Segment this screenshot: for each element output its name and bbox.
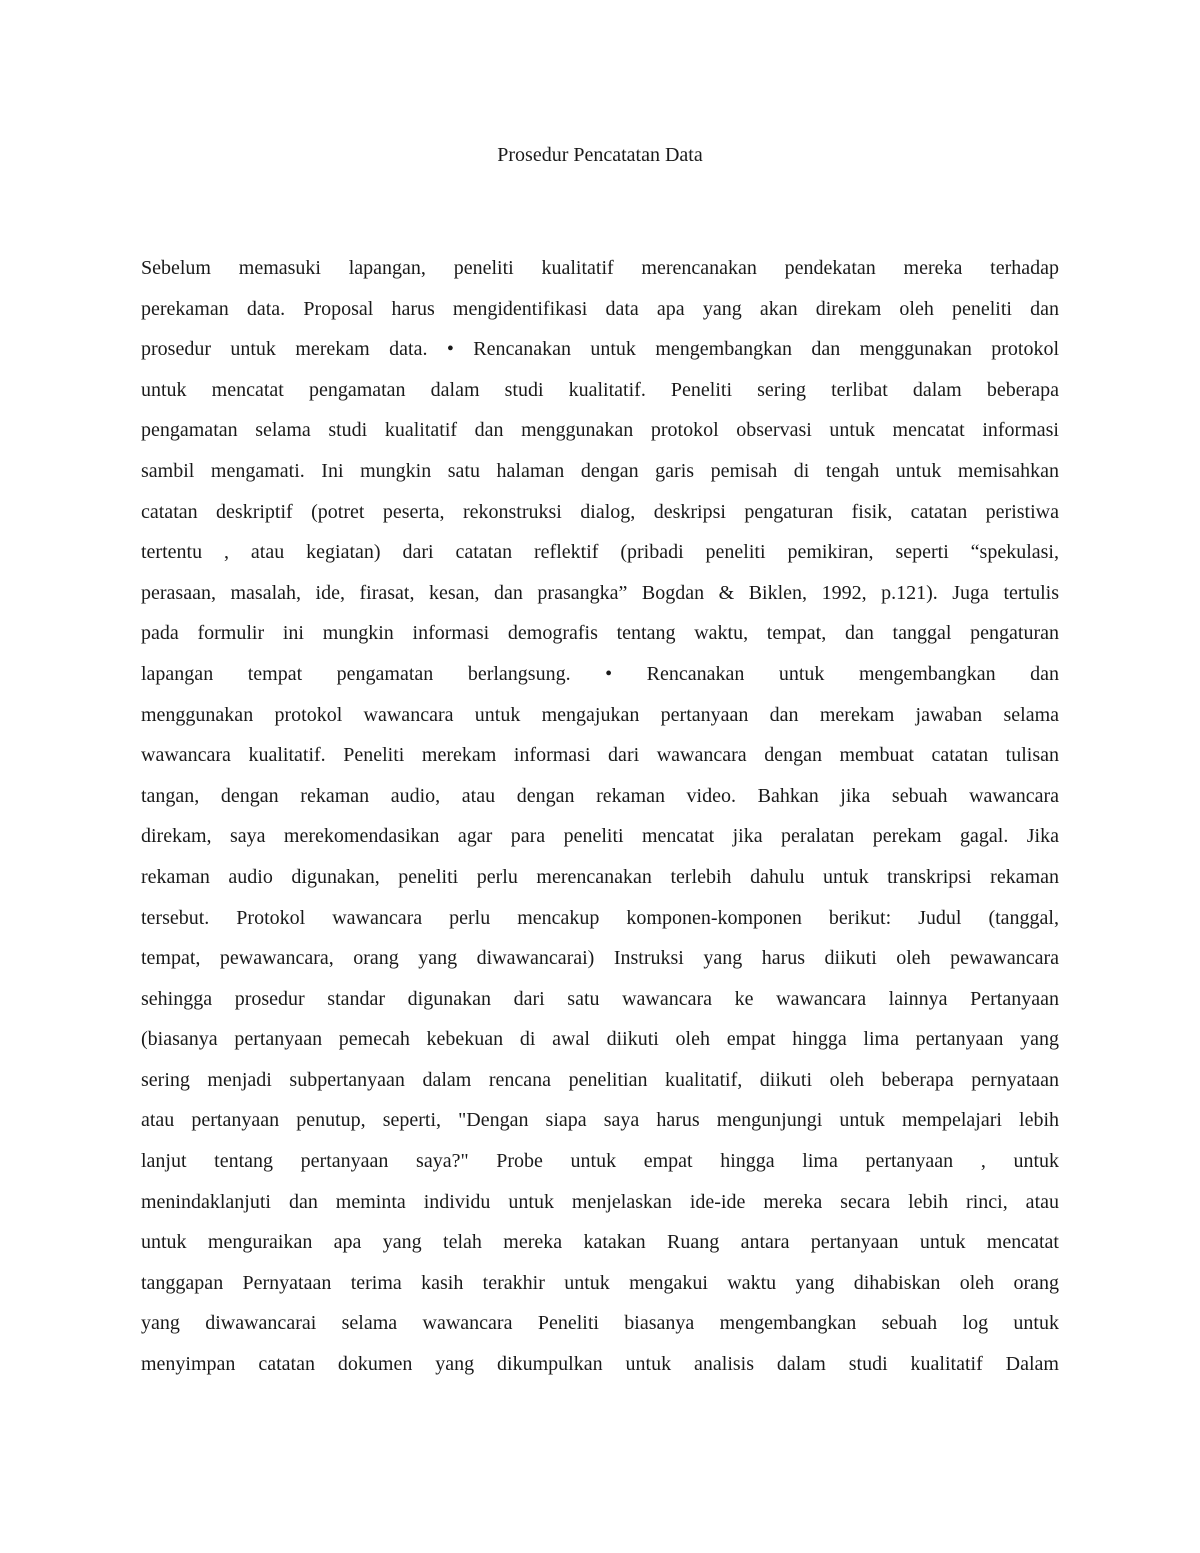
body-line: tangan, dengan rekaman audio, atau dengan rekaman video. Bahkan jika sebuah wawancara bbox=[141, 784, 1059, 807]
body-line: tertentu , atau kegiatan) dari catatan reflektif (pribadi peneliti pemikiran, seperti “spekulasi, bbox=[141, 541, 1059, 564]
body-line: Sebelum memasuki lapangan, peneliti kualitatif merencanakan pendekatan mereka terhadap bbox=[141, 257, 1059, 279]
body-line: tersebut. Protokol wawancara perlu mencakup komponen-komponen berikut: Judul (tanggal, bbox=[141, 906, 1059, 929]
body-line: pengamatan selama studi kualitatif dan menggunakan protokol observasi untuk mencatat informasi bbox=[141, 419, 1059, 442]
body-line: untuk menguraikan apa yang telah mereka katakan Ruang antara pertanyaan untuk mencatat bbox=[141, 1231, 1059, 1254]
body-line: menggunakan protokol wawancara untuk mengajukan pertanyaan dan merekam jawaban selama bbox=[141, 703, 1059, 726]
body-line: pada formulir ini mungkin informasi demografis tentang waktu, tempat, dan tanggal pengaturan bbox=[141, 622, 1059, 645]
body-line: (biasanya pertanyaan pemecah kebekuan di awal diikuti oleh empat hingga lima pertanyaan yang bbox=[141, 1028, 1059, 1051]
body-line: atau pertanyaan penutup, seperti, "Dengan siapa saya harus mengunjungi untuk mempelajari lebih bbox=[141, 1109, 1059, 1132]
document-body bbox=[141, 248, 1059, 1385]
body-line: sehingga prosedur standar digunakan dari satu wawancara ke wawancara lainnya Pertanyaan bbox=[141, 987, 1059, 1010]
body-line: perasaan, masalah, ide, firasat, kesan, dan prasangka” Bogdan & Biklen, 1992, p.121). Juga tertulis bbox=[141, 581, 1059, 604]
body-line: menyimpan catatan dokumen yang dikumpulkan untuk analisis dalam studi kualitatif Dalam bbox=[141, 1353, 1059, 1376]
body-line: tempat, pewawancara, orang yang diwawancarai) Instruksi yang harus diikuti oleh pewawancara bbox=[141, 947, 1059, 970]
body-line: lanjut tentang pertanyaan saya?" Probe untuk empat hingga lima pertanyaan , untuk bbox=[141, 1150, 1059, 1173]
body-line: direkam, saya merekomendasikan agar para peneliti mencatat jika peralatan perekam gagal. Jika bbox=[141, 825, 1059, 848]
body-line: perekaman data. Proposal harus mengidentifikasi data apa yang akan direkam oleh peneliti dan bbox=[141, 297, 1059, 320]
body-line: wawancara kualitatif. Peneliti merekam informasi dari wawancara dengan membuat catatan tulisan bbox=[141, 744, 1059, 767]
body-line: yang diwawancarai selama wawancara Peneliti biasanya mengembangkan sebuah log untuk bbox=[141, 1312, 1059, 1335]
body-line: sambil mengamati. Ini mungkin satu halaman dengan garis pemisah di tengah untuk memisahkan bbox=[141, 459, 1059, 482]
body-line: tanggapan Pernyataan terima kasih terakhir untuk mengakui waktu yang dihabiskan oleh orang bbox=[141, 1271, 1059, 1294]
body-line: lapangan tempat pengamatan berlangsung. • Rencanakan untuk mengembangkan dan bbox=[141, 662, 1059, 685]
body-line: sering menjadi subpertanyaan dalam rencana penelitian kualitatif, diikuti oleh beberapa pernyataan bbox=[141, 1068, 1059, 1091]
body-line: prosedur untuk merekam data. • Rencanakan untuk mengembangkan dan menggunakan protokol bbox=[141, 338, 1059, 361]
body-line: untuk mencatat pengamatan dalam studi kualitatif. Peneliti sering terlibat dalam beberapa bbox=[141, 378, 1059, 401]
body-line: rekaman audio digunakan, peneliti perlu merencanakan terlebih dahulu untuk transkripsi rekaman bbox=[141, 865, 1059, 888]
body-line: catatan deskriptif (potret peserta, rekonstruksi dialog, deskripsi pengaturan fisik, catatan peristiwa bbox=[141, 500, 1059, 523]
document-title: Prosedur Pencatatan Data bbox=[497, 144, 703, 166]
body-line: menindaklanjuti dan meminta individu untuk menjelaskan ide-ide mereka secara lebih rinci, atau bbox=[141, 1190, 1059, 1213]
